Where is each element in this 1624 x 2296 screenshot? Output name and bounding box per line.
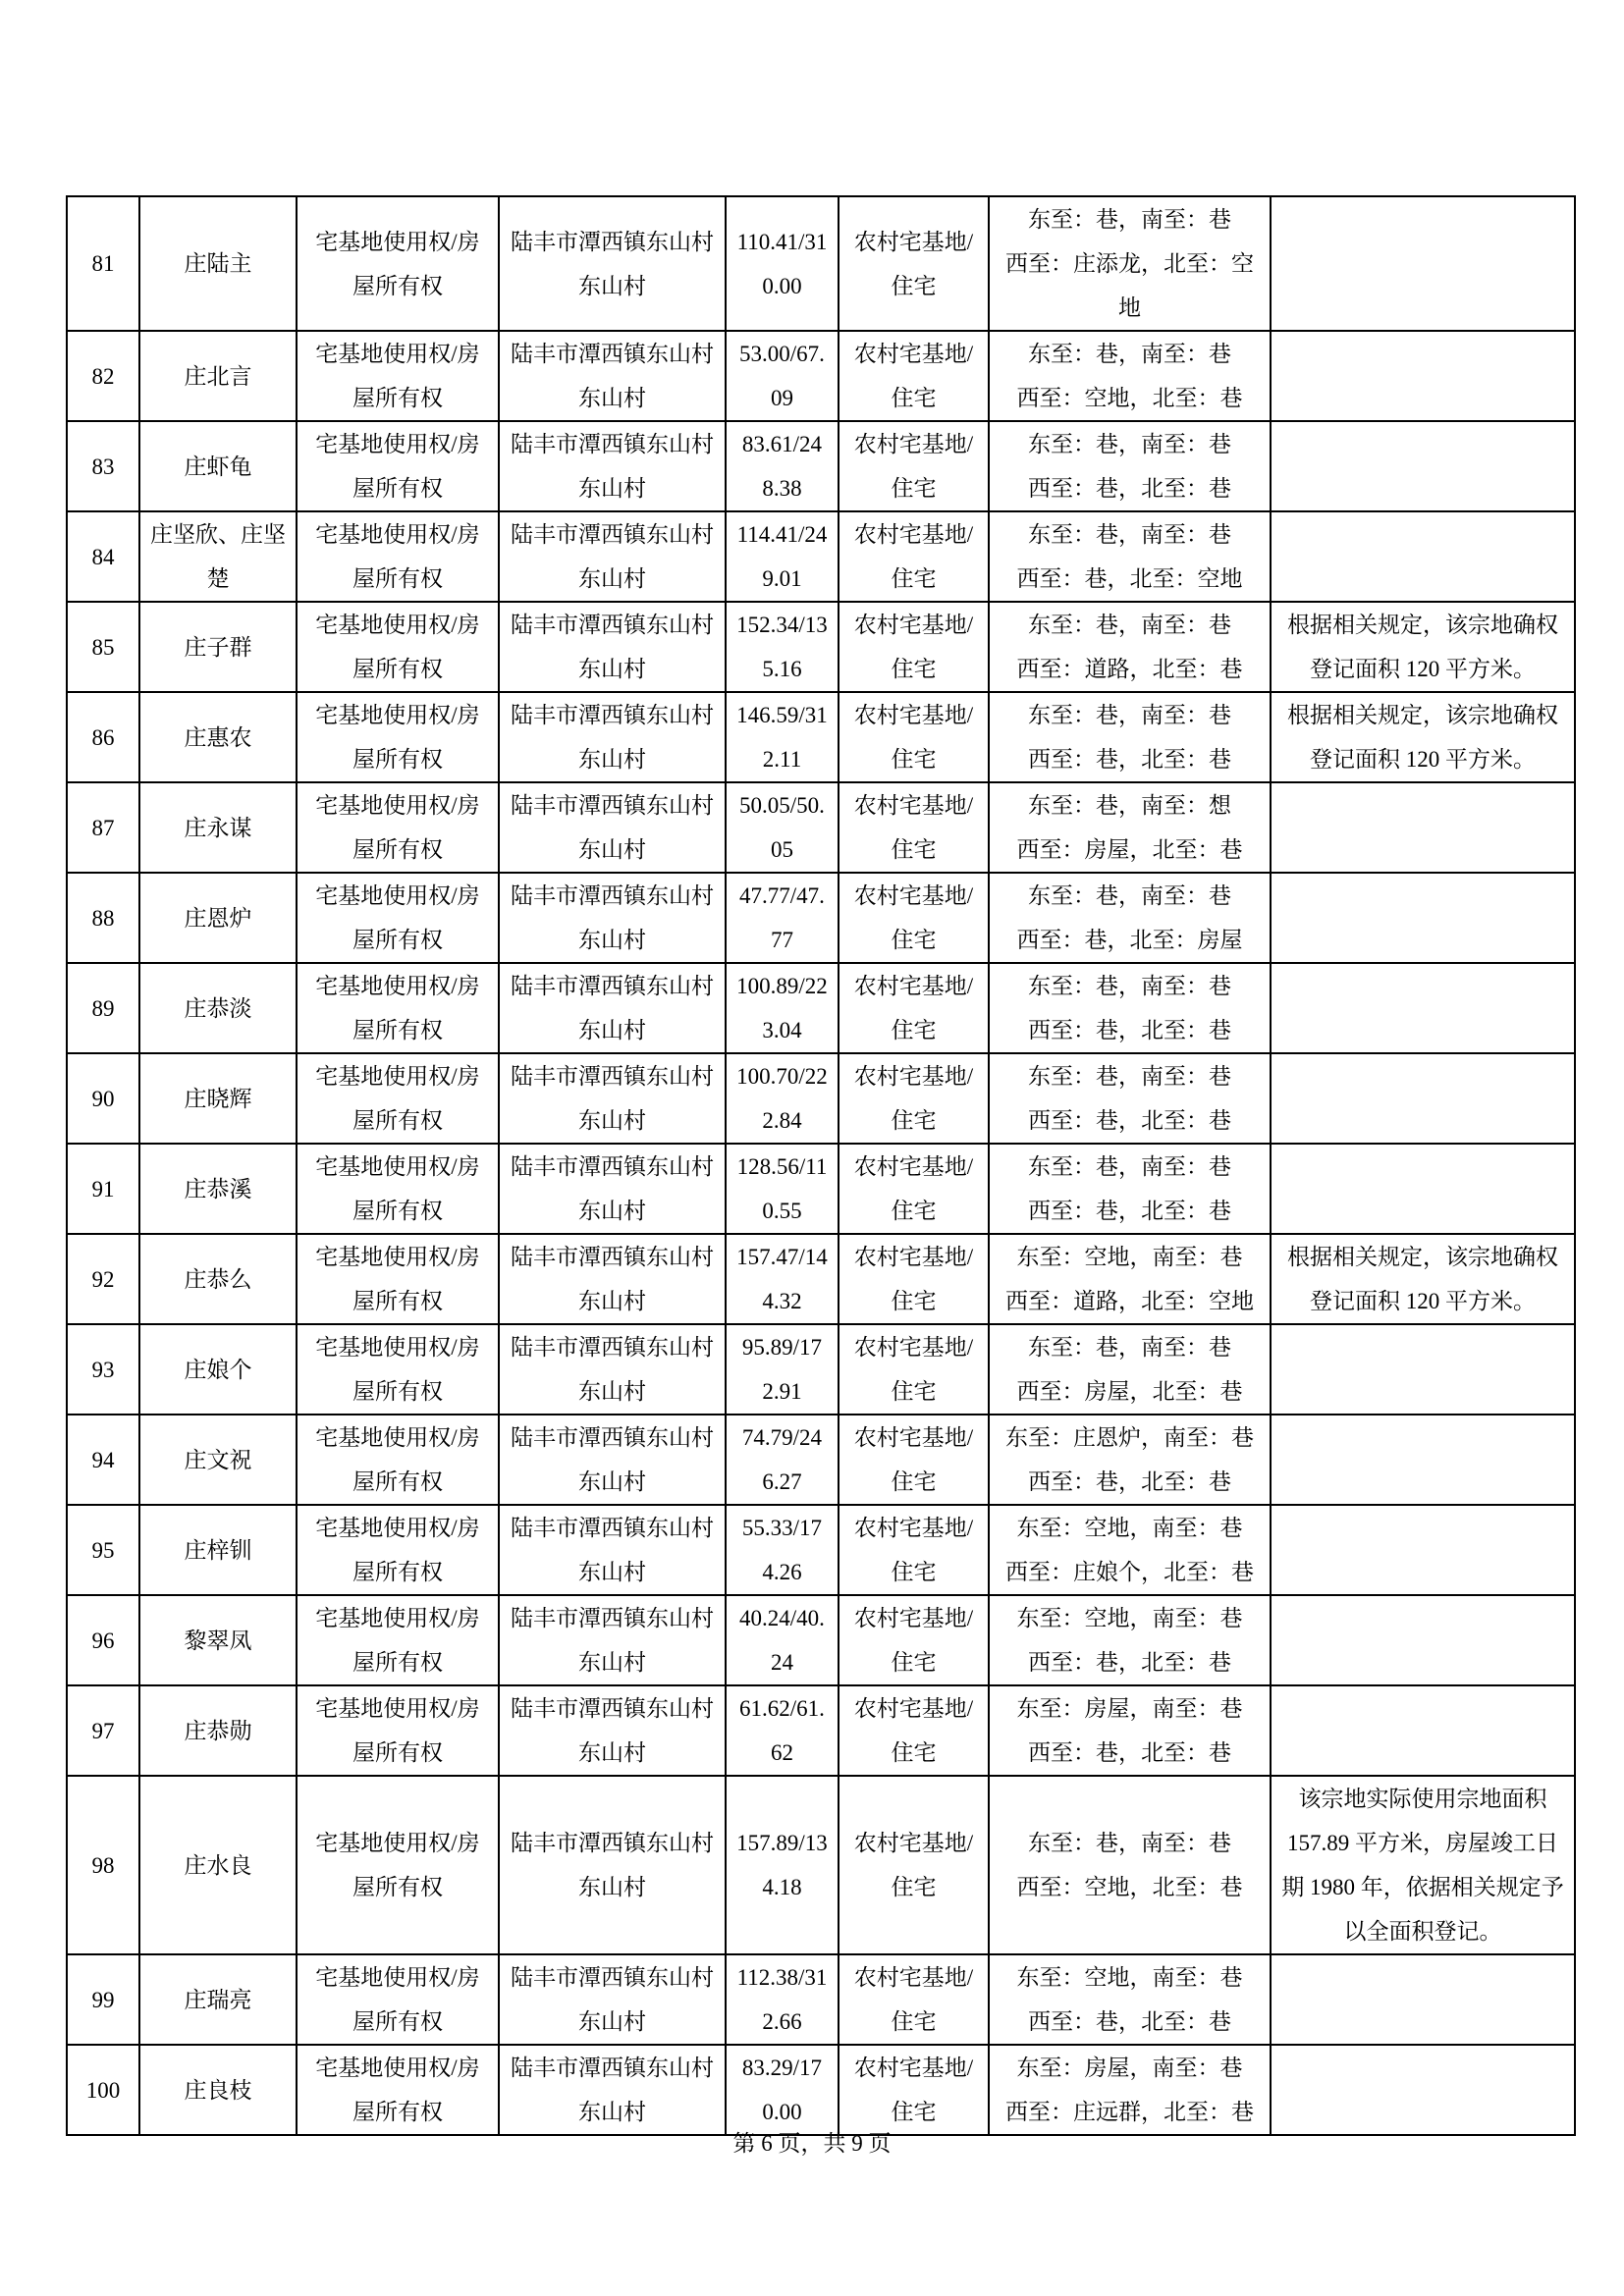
- boundary-line-1: 东至：空地，南至：巷: [1016, 1965, 1243, 1990]
- table-row: [67, 2045, 1575, 2135]
- cell-remark: [1271, 963, 1575, 1053]
- cell-remark: [1271, 196, 1575, 331]
- boundary-line-2: 西至：巷，北至：空地: [1016, 566, 1243, 591]
- cell-location: 陆丰市潭西镇东山村东山村: [499, 1234, 726, 1324]
- cell-area: 152.34/135.16: [726, 602, 839, 692]
- table-row: [67, 1685, 1575, 1776]
- cell-boundaries: [989, 2045, 1271, 2135]
- cell-index: 100: [67, 2045, 139, 2135]
- cell-land-type: 农村宅基地/住宅: [839, 1776, 989, 1954]
- cell-land-type: 农村宅基地/住宅: [839, 421, 989, 511]
- boundary-line-1: 东至：巷，南至：巷: [1028, 703, 1231, 727]
- table-row: [67, 1324, 1575, 1415]
- land-registration-table: [66, 195, 1576, 2136]
- boundary-line-2: 西至：巷，北至：房屋: [1016, 928, 1243, 952]
- cell-location: 陆丰市潭西镇东山村东山村: [499, 873, 726, 963]
- cell-area: 40.24/40.24: [726, 1595, 839, 1685]
- table-row: [67, 421, 1575, 511]
- cell-remark: 根据相关规定，该宗地确权登记面积 120 平方米。: [1271, 1234, 1575, 1324]
- cell-index: 97: [67, 1685, 139, 1776]
- cell-index: 85: [67, 602, 139, 692]
- cell-area: 83.61/248.38: [726, 421, 839, 511]
- cell-right-type: 宅基地使用权/房屋所有权: [297, 2045, 499, 2135]
- boundary-line-2: 西至：空地，北至：巷: [1016, 386, 1243, 410]
- cell-remark: [1271, 1954, 1575, 2045]
- cell-remark: 根据相关规定，该宗地确权登记面积 120 平方米。: [1271, 692, 1575, 782]
- cell-right-type: 宅基地使用权/房屋所有权: [297, 196, 499, 331]
- cell-right-type: 宅基地使用权/房屋所有权: [297, 782, 499, 873]
- cell-right-type: 宅基地使用权/房屋所有权: [297, 1324, 499, 1415]
- boundary-line-1: 东至：巷，南至：巷: [1028, 207, 1231, 232]
- boundary-line-2: 西至：庄添龙，北至：空地: [1005, 251, 1254, 320]
- cell-right-type: 宅基地使用权/房屋所有权: [297, 692, 499, 782]
- cell-boundaries: [989, 331, 1271, 421]
- cell-boundaries: [989, 1415, 1271, 1505]
- cell-index: 99: [67, 1954, 139, 2045]
- cell-owner-name: 庄梓钏: [139, 1505, 297, 1595]
- cell-owner-name: 庄陆主: [139, 196, 297, 331]
- cell-boundaries: [989, 421, 1271, 511]
- cell-boundaries: [989, 963, 1271, 1053]
- boundary-line-1: 东至：巷，南至：巷: [1028, 522, 1231, 547]
- boundary-line-2: 西至：房屋，北至：巷: [1016, 1379, 1243, 1404]
- cell-boundaries: [989, 1324, 1271, 1415]
- cell-right-type: 宅基地使用权/房屋所有权: [297, 1776, 499, 1954]
- cell-right-type: 宅基地使用权/房屋所有权: [297, 873, 499, 963]
- cell-location: 陆丰市潭西镇东山村东山村: [499, 2045, 726, 2135]
- boundary-line-2: 西至：房屋，北至：巷: [1016, 837, 1243, 862]
- boundary-line-2: 西至：巷，北至：巷: [1028, 1199, 1231, 1223]
- cell-remark: [1271, 1415, 1575, 1505]
- cell-index: 88: [67, 873, 139, 963]
- boundary-line-2: 西至：空地，北至：巷: [1016, 1875, 1243, 1899]
- table-row: [67, 1954, 1575, 2045]
- cell-right-type: 宅基地使用权/房屋所有权: [297, 1415, 499, 1505]
- cell-index: 93: [67, 1324, 139, 1415]
- cell-boundaries: [989, 873, 1271, 963]
- cell-owner-name: 庄良枝: [139, 2045, 297, 2135]
- cell-area: 110.41/310.00: [726, 196, 839, 331]
- cell-owner-name: 庄恩炉: [139, 873, 297, 963]
- cell-index: 82: [67, 331, 139, 421]
- cell-owner-name: 庄北言: [139, 331, 297, 421]
- table-row: [67, 1234, 1575, 1324]
- cell-right-type: 宅基地使用权/房屋所有权: [297, 602, 499, 692]
- table-row: [67, 602, 1575, 692]
- cell-owner-name: 庄水良: [139, 1776, 297, 1954]
- cell-owner-name: 庄坚欣、庄坚楚: [139, 511, 297, 602]
- cell-area: 55.33/174.26: [726, 1505, 839, 1595]
- cell-area: 95.89/172.91: [726, 1324, 839, 1415]
- cell-area: 50.05/50.05: [726, 782, 839, 873]
- cell-location: 陆丰市潭西镇东山村东山村: [499, 692, 726, 782]
- cell-land-type: 农村宅基地/住宅: [839, 1234, 989, 1324]
- cell-location: 陆丰市潭西镇东山村东山村: [499, 1776, 726, 1954]
- cell-land-type: 农村宅基地/住宅: [839, 873, 989, 963]
- cell-land-type: 农村宅基地/住宅: [839, 511, 989, 602]
- boundary-line-1: 东至：房屋，南至：巷: [1016, 2056, 1243, 2080]
- cell-right-type: 宅基地使用权/房屋所有权: [297, 1234, 499, 1324]
- cell-location: 陆丰市潭西镇东山村东山村: [499, 782, 726, 873]
- cell-remark: [1271, 782, 1575, 873]
- boundary-line-1: 东至：巷，南至：巷: [1028, 883, 1231, 908]
- cell-remark: [1271, 873, 1575, 963]
- cell-boundaries: [989, 602, 1271, 692]
- cell-owner-name: 庄恭勋: [139, 1685, 297, 1776]
- cell-land-type: 农村宅基地/住宅: [839, 782, 989, 873]
- boundary-line-1: 东至：空地，南至：巷: [1016, 1516, 1243, 1540]
- boundary-line-1: 东至：巷，南至：想: [1028, 793, 1231, 818]
- table-body: [67, 196, 1575, 2135]
- boundary-line-2: 西至：巷，北至：巷: [1028, 2009, 1231, 2034]
- cell-area: 157.47/144.32: [726, 1234, 839, 1324]
- cell-index: 83: [67, 421, 139, 511]
- boundary-line-1: 东至：巷，南至：巷: [1028, 342, 1231, 366]
- table-row: [67, 1505, 1575, 1595]
- boundary-line-2: 西至：道路，北至：巷: [1016, 657, 1243, 681]
- cell-index: 81: [67, 196, 139, 331]
- cell-index: 92: [67, 1234, 139, 1324]
- cell-remark: [1271, 1144, 1575, 1234]
- cell-area: 83.29/170.00: [726, 2045, 839, 2135]
- cell-index: 95: [67, 1505, 139, 1595]
- boundary-line-2: 西至：巷，北至：巷: [1028, 1108, 1231, 1133]
- cell-area: 74.79/246.27: [726, 1415, 839, 1505]
- cell-location: 陆丰市潭西镇东山村东山村: [499, 1954, 726, 2045]
- cell-area: 47.77/47.77: [726, 873, 839, 963]
- cell-right-type: 宅基地使用权/房屋所有权: [297, 1685, 499, 1776]
- cell-location: 陆丰市潭西镇东山村东山村: [499, 602, 726, 692]
- cell-boundaries: [989, 692, 1271, 782]
- cell-land-type: 农村宅基地/住宅: [839, 1415, 989, 1505]
- boundary-line-1: 东至：巷，南至：巷: [1028, 1064, 1231, 1089]
- cell-boundaries: [989, 1234, 1271, 1324]
- cell-owner-name: 黎翠凤: [139, 1595, 297, 1685]
- cell-remark: [1271, 1053, 1575, 1144]
- cell-location: 陆丰市潭西镇东山村东山村: [499, 1505, 726, 1595]
- cell-location: 陆丰市潭西镇东山村东山村: [499, 331, 726, 421]
- boundary-line-1: 东至：空地，南至：巷: [1016, 1245, 1243, 1269]
- cell-index: 94: [67, 1415, 139, 1505]
- cell-owner-name: 庄恭么: [139, 1234, 297, 1324]
- cell-owner-name: 庄娘个: [139, 1324, 297, 1415]
- cell-location: 陆丰市潭西镇东山村东山村: [499, 421, 726, 511]
- cell-area: 146.59/312.11: [726, 692, 839, 782]
- cell-owner-name: 庄瑞亮: [139, 1954, 297, 2045]
- boundary-line-2: 西至：巷，北至：巷: [1028, 1469, 1231, 1494]
- cell-owner-name: 庄恭溪: [139, 1144, 297, 1234]
- cell-boundaries: [989, 1505, 1271, 1595]
- cell-land-type: 农村宅基地/住宅: [839, 602, 989, 692]
- cell-remark: [1271, 511, 1575, 602]
- cell-boundaries: [989, 1685, 1271, 1776]
- cell-boundaries: [989, 1776, 1271, 1954]
- cell-location: 陆丰市潭西镇东山村东山村: [499, 1144, 726, 1234]
- table-row: [67, 1053, 1575, 1144]
- cell-land-type: 农村宅基地/住宅: [839, 2045, 989, 2135]
- cell-remark: [1271, 1595, 1575, 1685]
- cell-owner-name: 庄晓辉: [139, 1053, 297, 1144]
- cell-right-type: 宅基地使用权/房屋所有权: [297, 1053, 499, 1144]
- cell-land-type: 农村宅基地/住宅: [839, 963, 989, 1053]
- cell-remark: [1271, 1324, 1575, 1415]
- boundary-line-1: 东至：庄恩炉，南至：巷: [1005, 1425, 1254, 1450]
- cell-boundaries: [989, 511, 1271, 602]
- boundary-line-1: 东至：巷，南至：巷: [1028, 432, 1231, 456]
- table-row: [67, 692, 1575, 782]
- boundary-line-2: 西至：巷，北至：巷: [1028, 1650, 1231, 1675]
- cell-area: 114.41/249.01: [726, 511, 839, 602]
- cell-area: 61.62/61.62: [726, 1685, 839, 1776]
- cell-area: 100.89/223.04: [726, 963, 839, 1053]
- cell-remark: [1271, 331, 1575, 421]
- boundary-line-1: 东至：巷，南至：巷: [1028, 1335, 1231, 1360]
- boundary-line-2: 西至：巷，北至：巷: [1028, 1740, 1231, 1765]
- cell-owner-name: 庄惠农: [139, 692, 297, 782]
- cell-remark: [1271, 1685, 1575, 1776]
- cell-boundaries: [989, 782, 1271, 873]
- cell-remark: [1271, 2045, 1575, 2135]
- cell-location: 陆丰市潭西镇东山村东山村: [499, 1595, 726, 1685]
- cell-location: 陆丰市潭西镇东山村东山村: [499, 196, 726, 331]
- cell-area: 53.00/67.09: [726, 331, 839, 421]
- cell-index: 87: [67, 782, 139, 873]
- table-row: [67, 511, 1575, 602]
- table-row: [67, 1595, 1575, 1685]
- cell-right-type: 宅基地使用权/房屋所有权: [297, 1954, 499, 2045]
- table-row: [67, 1776, 1575, 1954]
- boundary-line-1: 东至：巷，南至：巷: [1028, 613, 1231, 637]
- cell-location: 陆丰市潭西镇东山村东山村: [499, 1415, 726, 1505]
- cell-boundaries: [989, 1053, 1271, 1144]
- cell-right-type: 宅基地使用权/房屋所有权: [297, 963, 499, 1053]
- boundary-line-1: 东至：房屋，南至：巷: [1016, 1696, 1243, 1721]
- table-row: [67, 196, 1575, 331]
- cell-boundaries: [989, 1144, 1271, 1234]
- cell-right-type: 宅基地使用权/房屋所有权: [297, 1505, 499, 1595]
- cell-right-type: 宅基地使用权/房屋所有权: [297, 1144, 499, 1234]
- cell-location: 陆丰市潭西镇东山村东山村: [499, 511, 726, 602]
- cell-remark: 该宗地实际使用宗地面积 157.89 平方米，房屋竣工日期 1980 年，依据相关规定予以全面积登记。: [1271, 1776, 1575, 1954]
- table-row: [67, 873, 1575, 963]
- cell-remark: [1271, 421, 1575, 511]
- cell-index: 86: [67, 692, 139, 782]
- cell-land-type: 农村宅基地/住宅: [839, 1954, 989, 2045]
- table-row: [67, 782, 1575, 873]
- cell-owner-name: 庄恭淡: [139, 963, 297, 1053]
- boundary-line-2: 西至：巷，北至：巷: [1028, 476, 1231, 501]
- cell-right-type: 宅基地使用权/房屋所有权: [297, 421, 499, 511]
- cell-land-type: 农村宅基地/住宅: [839, 1595, 989, 1685]
- table-row: [67, 963, 1575, 1053]
- cell-right-type: 宅基地使用权/房屋所有权: [297, 511, 499, 602]
- cell-index: 91: [67, 1144, 139, 1234]
- cell-land-type: 农村宅基地/住宅: [839, 1324, 989, 1415]
- cell-land-type: 农村宅基地/住宅: [839, 1144, 989, 1234]
- cell-land-type: 农村宅基地/住宅: [839, 1685, 989, 1776]
- cell-location: 陆丰市潭西镇东山村东山村: [499, 1685, 726, 1776]
- cell-area: 100.70/222.84: [726, 1053, 839, 1144]
- cell-area: 112.38/312.66: [726, 1954, 839, 2045]
- cell-owner-name: 庄文祝: [139, 1415, 297, 1505]
- cell-index: 89: [67, 963, 139, 1053]
- cell-boundaries: [989, 196, 1271, 331]
- boundary-line-2: 西至：巷，北至：巷: [1028, 1018, 1231, 1042]
- cell-index: 98: [67, 1776, 139, 1954]
- cell-land-type: 农村宅基地/住宅: [839, 692, 989, 782]
- cell-index: 96: [67, 1595, 139, 1685]
- cell-right-type: 宅基地使用权/房屋所有权: [297, 331, 499, 421]
- cell-area: 157.89/134.18: [726, 1776, 839, 1954]
- cell-location: 陆丰市潭西镇东山村东山村: [499, 963, 726, 1053]
- cell-boundaries: [989, 1595, 1271, 1685]
- cell-index: 84: [67, 511, 139, 602]
- cell-owner-name: 庄虾龟: [139, 421, 297, 511]
- boundary-line-2: 西至：庄娘个，北至：巷: [1005, 1560, 1254, 1584]
- cell-owner-name: 庄子群: [139, 602, 297, 692]
- table-row: [67, 1144, 1575, 1234]
- boundary-line-2: 西至：道路，北至：空地: [1005, 1289, 1254, 1313]
- cell-area: 128.56/110.55: [726, 1144, 839, 1234]
- cell-location: 陆丰市潭西镇东山村东山村: [499, 1324, 726, 1415]
- boundary-line-2: 西至：庄远群，北至：巷: [1005, 2100, 1254, 2124]
- page-footer: 第 6 页，共 9 页: [732, 2131, 892, 2156]
- cell-remark: 根据相关规定，该宗地确权登记面积 120 平方米。: [1271, 602, 1575, 692]
- cell-index: 90: [67, 1053, 139, 1144]
- boundary-line-2: 西至：巷，北至：巷: [1028, 747, 1231, 772]
- cell-land-type: 农村宅基地/住宅: [839, 1053, 989, 1144]
- cell-land-type: 农村宅基地/住宅: [839, 1505, 989, 1595]
- cell-boundaries: [989, 1954, 1271, 2045]
- boundary-line-1: 东至：巷，南至：巷: [1028, 974, 1231, 998]
- cell-land-type: 农村宅基地/住宅: [839, 331, 989, 421]
- cell-location: 陆丰市潭西镇东山村东山村: [499, 1053, 726, 1144]
- table-row: [67, 1415, 1575, 1505]
- cell-land-type: 农村宅基地/住宅: [839, 196, 989, 331]
- table-row: [67, 331, 1575, 421]
- boundary-line-1: 东至：空地，南至：巷: [1016, 1606, 1243, 1630]
- cell-right-type: 宅基地使用权/房屋所有权: [297, 1595, 499, 1685]
- cell-remark: [1271, 1505, 1575, 1595]
- boundary-line-1: 东至：巷，南至：巷: [1028, 1831, 1231, 1855]
- boundary-line-1: 东至：巷，南至：巷: [1028, 1154, 1231, 1179]
- cell-owner-name: 庄永谋: [139, 782, 297, 873]
